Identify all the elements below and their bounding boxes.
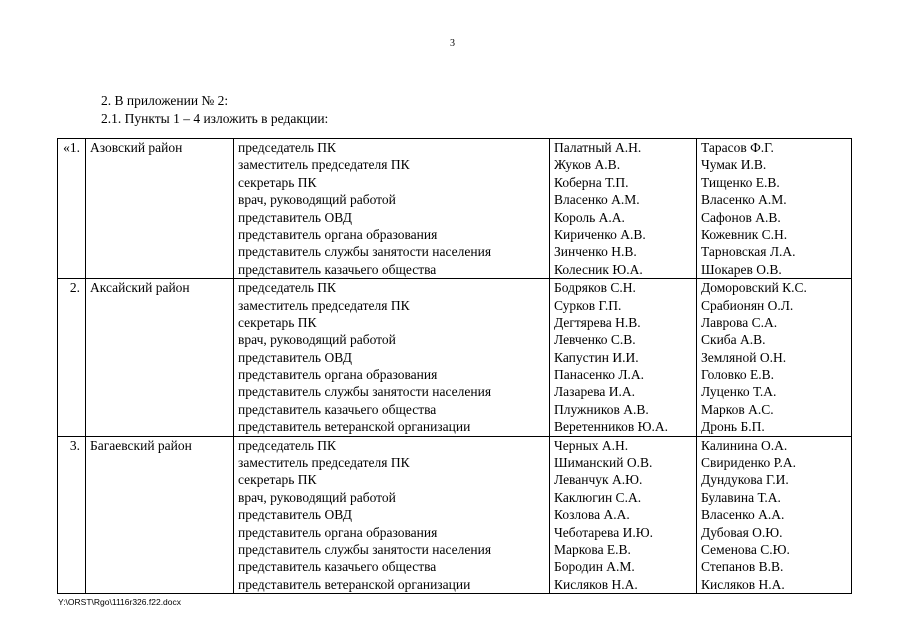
member-name: Веретенников Ю.А. [554, 419, 669, 435]
reserve-name: Свириденко Р.А. [701, 455, 796, 471]
role-label: представитель ОВД [238, 349, 352, 365]
role-label: представитель ветеранской организации [238, 576, 471, 592]
role-label: представитель службы занятости населения [238, 384, 492, 400]
member-name: Черных А.Н. [554, 437, 629, 453]
reserve-name: Сафонов А.В. [701, 209, 781, 225]
role-label: заместитель председателя ПК [238, 455, 410, 471]
role-label: председатель ПК [238, 280, 337, 296]
reserve-name: Власенко А.М. [701, 192, 787, 208]
reserve-name: Дубовая О.Ю. [701, 524, 783, 540]
role-label: представитель казачьего общества [238, 261, 437, 277]
reserve-name: Власенко А.А. [701, 507, 785, 523]
reserve-name: Булавина Т.А. [701, 489, 781, 505]
reserve-name: Семенова С.Ю. [701, 541, 790, 557]
reserve-name: Чумак И.В. [701, 157, 767, 173]
member-name: Зинченко Н.В. [554, 244, 637, 260]
reserve-name: Скиба А.В. [701, 332, 766, 348]
member-name: Колесник Ю.А. [554, 261, 643, 277]
role-label: секретарь ПК [238, 472, 317, 488]
member-name: Жуков А.В. [554, 157, 621, 173]
role-label: представитель службы занятости населения [238, 244, 492, 260]
member-name: Кисляков Н.А. [554, 576, 638, 592]
member-name: Король А.А. [554, 209, 625, 225]
member-name: Дегтярева Н.В. [554, 314, 641, 330]
role-label: заместитель председателя ПК [238, 157, 410, 173]
member-name: Козлова А.А. [554, 507, 630, 523]
roles-cell [234, 139, 550, 279]
row-number-cell [58, 139, 86, 279]
member-name: Маркова Е.В. [554, 541, 631, 557]
reserve-name: Тищенко Е.В. [701, 174, 780, 190]
role-label: заместитель председателя ПК [238, 297, 410, 313]
role-label: секретарь ПК [238, 174, 317, 190]
row-number-cell [58, 436, 86, 594]
member-name: Левченко С.В. [554, 332, 636, 348]
district-cell [86, 436, 234, 594]
reserve-name: Марков А.С. [701, 401, 774, 417]
role-label: врач, руководящий работой [238, 192, 396, 208]
reserve-name: Срабионян О.Л. [701, 297, 794, 313]
reserve-name: Земляной О.Н. [701, 349, 787, 365]
role-label: секретарь ПК [238, 314, 317, 330]
reserves-cell [697, 436, 852, 594]
reserve-name: Тарновская Л.А. [701, 244, 796, 260]
member-name: Панасенко Л.А. [554, 367, 644, 383]
reserves-cell [697, 139, 852, 279]
role-label: представитель казачьего общества [238, 401, 437, 417]
district-cell [86, 139, 234, 279]
reserve-name: Головко Е.В. [701, 367, 775, 383]
reserve-name: Степанов В.В. [701, 559, 784, 575]
role-label: представитель ветеранской организации [238, 419, 471, 435]
district-name: Аксайский район [90, 280, 190, 296]
role-label: представитель органа образования [238, 524, 438, 540]
reserve-name: Тарасов Ф.Г. [701, 140, 774, 155]
reserve-name: Дронь Б.П. [701, 419, 765, 435]
member-name: Плужников А.В. [554, 401, 649, 417]
district-name: Багаевский район [90, 437, 192, 453]
roles-cell [234, 436, 550, 594]
reserve-name: Луценко Т.А. [701, 384, 777, 400]
role-label: представитель ОВД [238, 209, 352, 225]
member-name: Каклюгин С.А. [554, 489, 642, 505]
role-label: представитель казачьего общества [238, 559, 437, 575]
reserve-name: Лаврова С.А. [701, 314, 778, 330]
member-name: Бородин А.М. [554, 559, 635, 575]
member-name: Лазарева И.А. [554, 384, 636, 400]
roles-cell [234, 279, 550, 437]
members-cell [550, 279, 697, 437]
reserve-name: Калинина О.А. [701, 437, 788, 453]
file-path-footer: Y:\ORST\Rgo\1116r326.f22.docx [58, 597, 182, 607]
role-label: врач, руководящий работой [238, 489, 396, 505]
reserve-name: Кожевник С.Н. [701, 226, 788, 242]
row-number: 2. [69, 280, 80, 296]
role-label: представитель службы занятости населения [238, 541, 492, 557]
paragraph-appendix: 2. В приложении № 2: [101, 93, 229, 108]
reserve-name: Шокарев О.В. [701, 261, 782, 277]
row-number: 3. [69, 437, 80, 453]
role-label: врач, руководящий работой [238, 332, 396, 348]
paragraph-clause: 2.1. Пункты 1 – 4 изложить в редакции: [101, 111, 329, 126]
member-name: Шиманский О.В. [554, 455, 653, 471]
reserve-name: Дундукова Г.И. [701, 472, 789, 488]
member-name: Палатный А.Н. [554, 140, 642, 155]
row-number-cell [58, 279, 86, 437]
page-number: 3 [450, 38, 455, 49]
reserve-name: Доморовский К.С. [701, 280, 807, 296]
role-label: представитель органа образования [238, 367, 438, 383]
district-cell [86, 279, 234, 437]
role-label: председатель ПК [238, 437, 337, 453]
table-row [58, 279, 852, 437]
member-name: Леванчук А.Ю. [554, 472, 643, 488]
role-label: представитель ОВД [238, 507, 352, 523]
row-number: «1. [63, 140, 80, 155]
member-name: Бодряков С.Н. [554, 280, 636, 296]
commission-table-body [58, 139, 852, 594]
table-row [58, 139, 852, 279]
member-name: Чеботарева И.Ю. [554, 524, 653, 540]
district-name: Азовский район [90, 140, 183, 155]
members-cell [550, 139, 697, 279]
member-name: Капустин И.И. [554, 349, 639, 365]
reserves-cell [697, 279, 852, 437]
member-name: Сурков Г.П. [554, 297, 622, 313]
reserve-name: Кисляков Н.А. [701, 576, 785, 592]
role-label: председатель ПК [238, 140, 337, 155]
member-name: Власенко А.М. [554, 192, 640, 208]
commission-table [57, 138, 852, 594]
role-label: представитель органа образования [238, 226, 438, 242]
member-name: Коберна Т.П. [554, 174, 629, 190]
member-name: Кириченко А.В. [554, 226, 646, 242]
members-cell [550, 436, 697, 594]
table-row [58, 436, 852, 594]
